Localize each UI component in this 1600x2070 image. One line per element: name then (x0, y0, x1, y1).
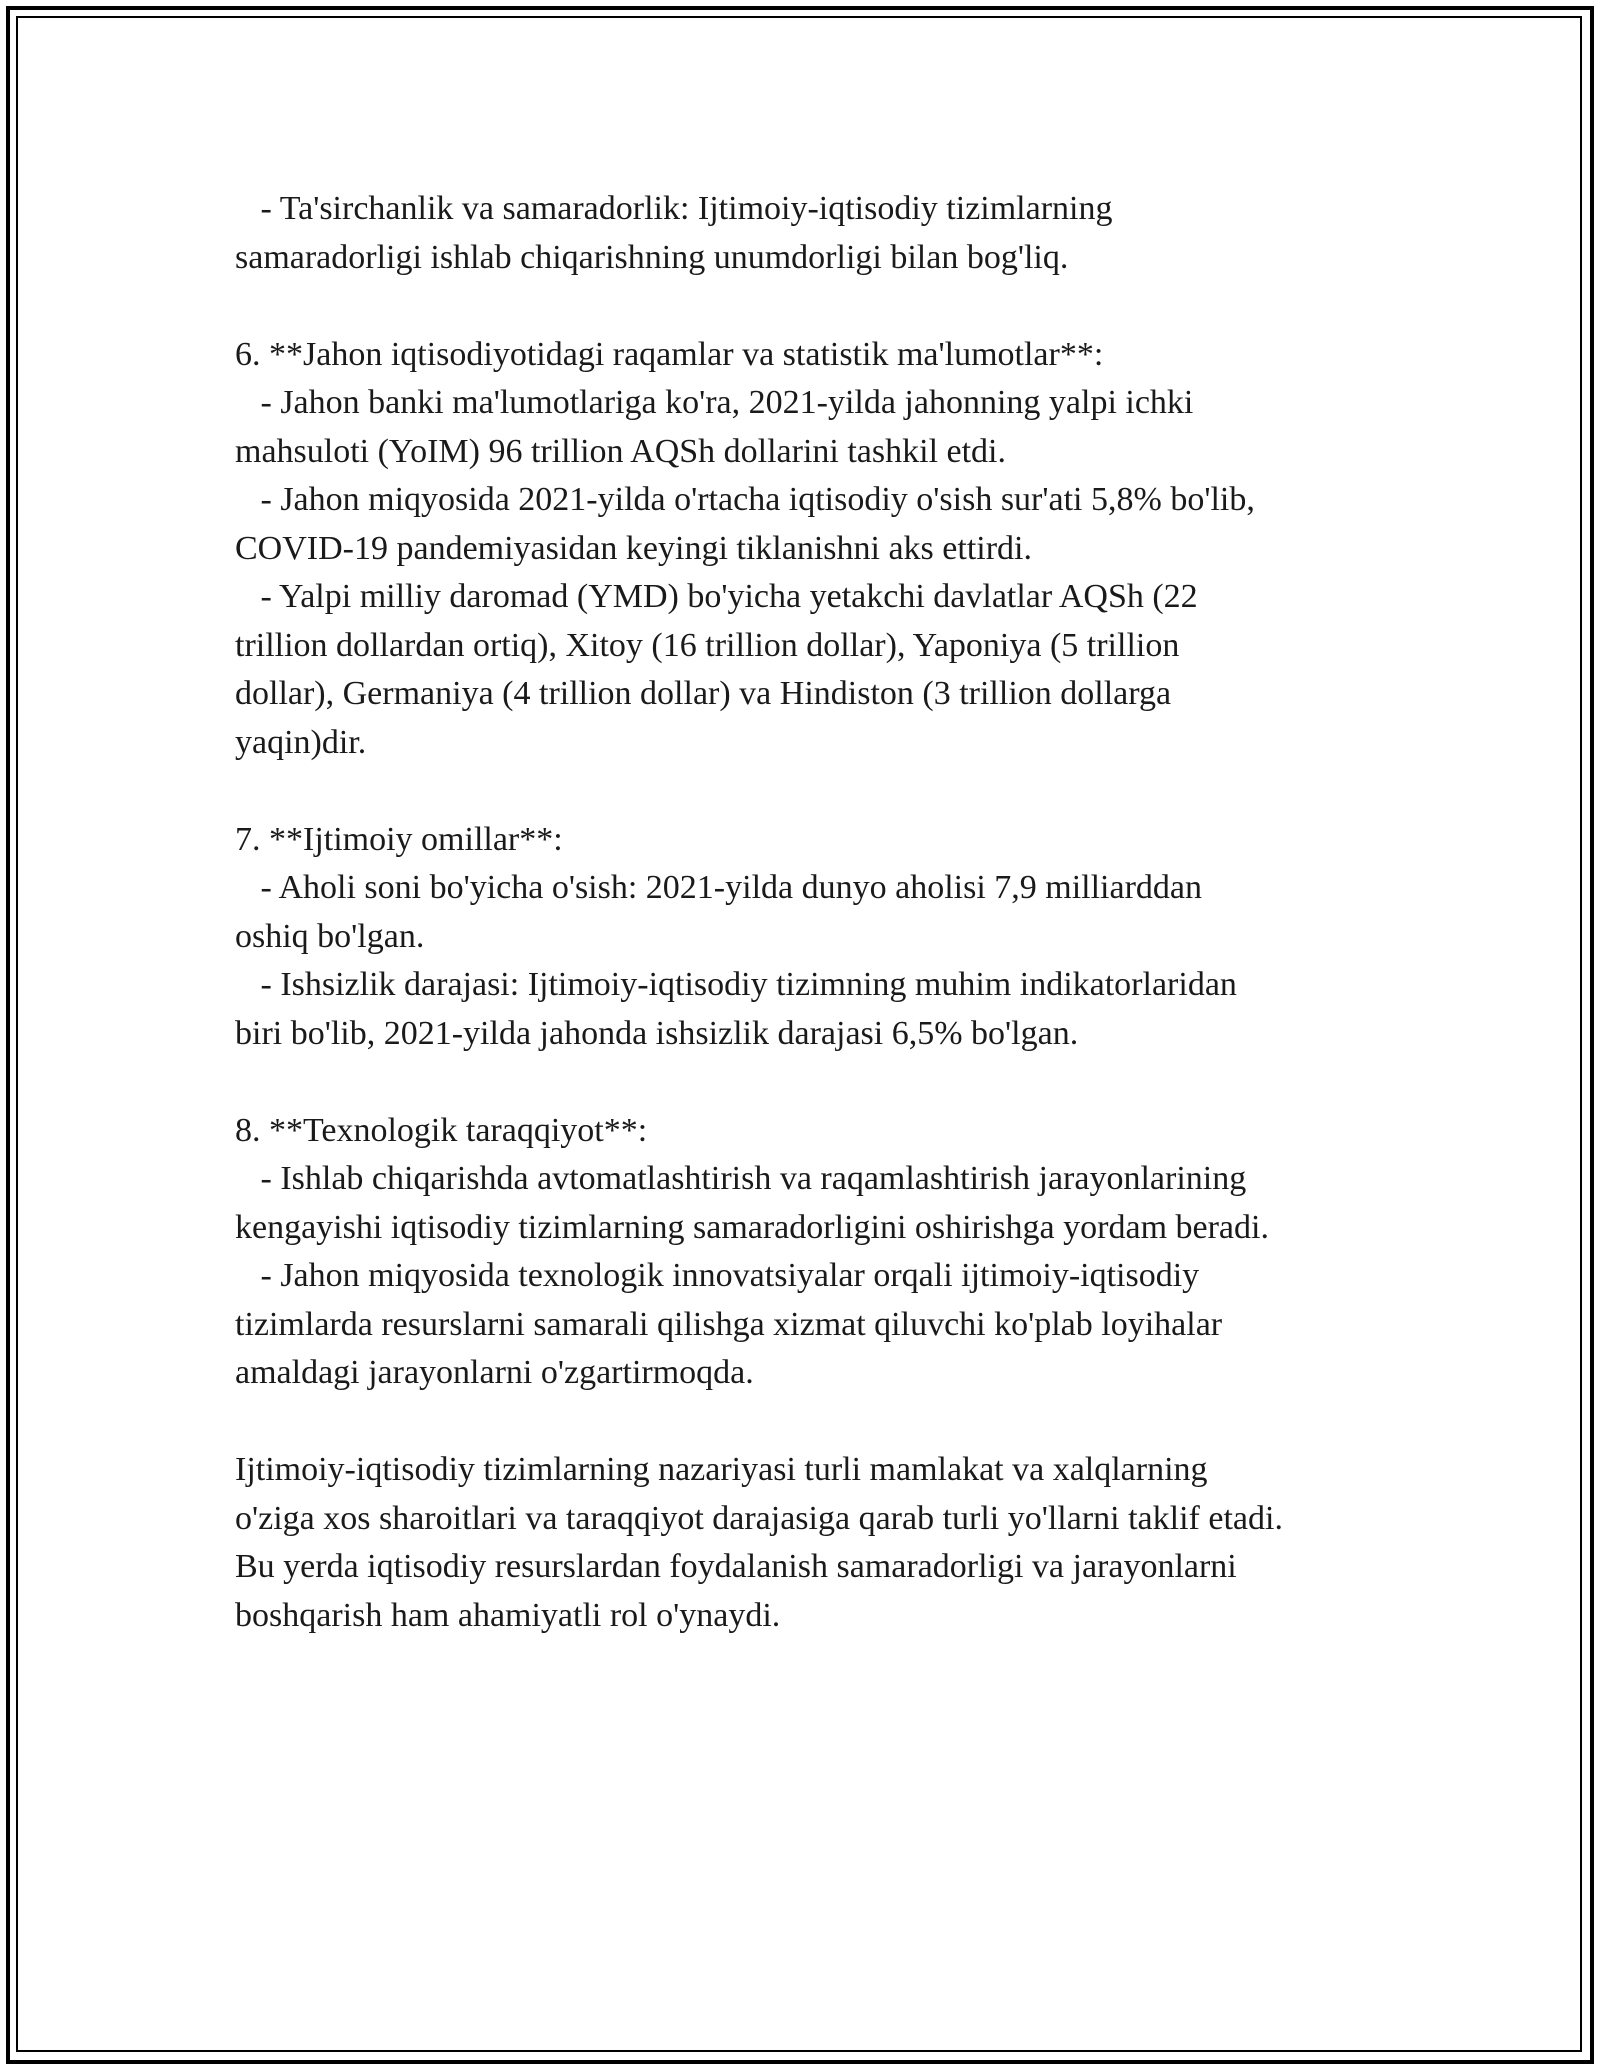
paragraph-gap (235, 1398, 1405, 1447)
text-line: biri bo'lib, 2021-yilda jahonda ishsizlik darajasi 6,5% bo'lgan. (235, 1014, 1079, 1052)
text-line: amaldagi jarayonlarni o'zgartirmoqda. (235, 1354, 754, 1391)
text-line: - Ta'sirchanlik va samaradorlik: Ijtimoiy-iqtisodiy tizimlarning (235, 190, 1113, 227)
text-line: - Jahon banki ma'lumotlariga ko'ra, 2021-yilda jahonning yalpi ichki (235, 384, 1194, 421)
section-heading-6: 6. **Jahon iqtisodiyotidagi raqamlar va statistik ma'lumotlar**: (235, 335, 1104, 373)
text-line: Bu yerda iqtisodiy resurslardan foydalanish samaradorligi va jarayonlarni (235, 1548, 1237, 1585)
text-line: kengayishi iqtisodiy tizimlarning samaradorligini oshirishga yordam beradi. (235, 1208, 1269, 1246)
text-line: - Yalpi milliy daromad (YMD) bo'yicha yetakchi davlatlar AQSh (22 (235, 578, 1198, 615)
paragraph-gap (235, 1058, 1405, 1107)
text-line: o'ziga xos sharoitlari va taraqqiyot darajasiga qarab turli yo'llarni taklif etadi. (235, 1499, 1283, 1537)
text-line: dollar), Germaniya (4 trillion dollar) va Hindiston (3 trillion dollarga (235, 675, 1172, 712)
text-line: tizimlarda resurslarni samarali qilishga xizmat qiluvchi ko'plab loyihalar (235, 1305, 1223, 1343)
paragraph-gap (235, 767, 1405, 816)
text-line: yaqin)dir. (235, 723, 367, 761)
text-line: - Ishsizlik darajasi: Ijtimoiy-iqtisodiy tizimning muhim indikatorlaridan (235, 966, 1237, 1003)
text-line: oshiq bo'lgan. (235, 917, 425, 955)
text-line: - Jahon miqyosida texnologik innovatsiyalar orqali ijtimoiy-iqtisodiy (235, 1257, 1200, 1294)
text-line: - Ishlab chiqarishda avtomatlashtirish va raqamlashtirish jarayonlarining (235, 1160, 1247, 1197)
text-line: mahsuloti (YoIM) 96 trillion AQSh dollarini tashkil etdi. (235, 432, 1006, 470)
document-body (235, 185, 1405, 1640)
text-line: - Jahon miqyosida 2021-yilda o'rtacha iqtisodiy o'sish sur'ati 5,8% bo'lib, (235, 481, 1255, 518)
paragraph-gap (235, 282, 1405, 331)
section-heading-7: 7. **Ijtimoiy omillar**: (235, 820, 563, 858)
text-line: COVID-19 pandemiyasidan keyingi tiklanishni aks ettirdi. (235, 529, 1032, 567)
text-line: boshqarish ham ahamiyatli rol o'ynaydi. (235, 1596, 781, 1634)
text-line: trillion dollardan ortiq), Xitoy (16 trillion dollar), Yaponiya (5 trillion (235, 626, 1180, 664)
section-heading-8: 8. **Texnologik taraqqiyot**: (235, 1111, 648, 1149)
text-line: Ijtimoiy-iqtisodiy tizimlarning nazariyasi turli mamlakat va xalqlarning (235, 1451, 1208, 1488)
text-line: samaradorligi ishlab chiqarishning unumdorligi bilan bog'liq. (235, 238, 1069, 276)
text-line: - Aholi soni bo'yicha o'sish: 2021-yilda dunyo aholisi 7,9 milliarddan (235, 869, 1203, 906)
